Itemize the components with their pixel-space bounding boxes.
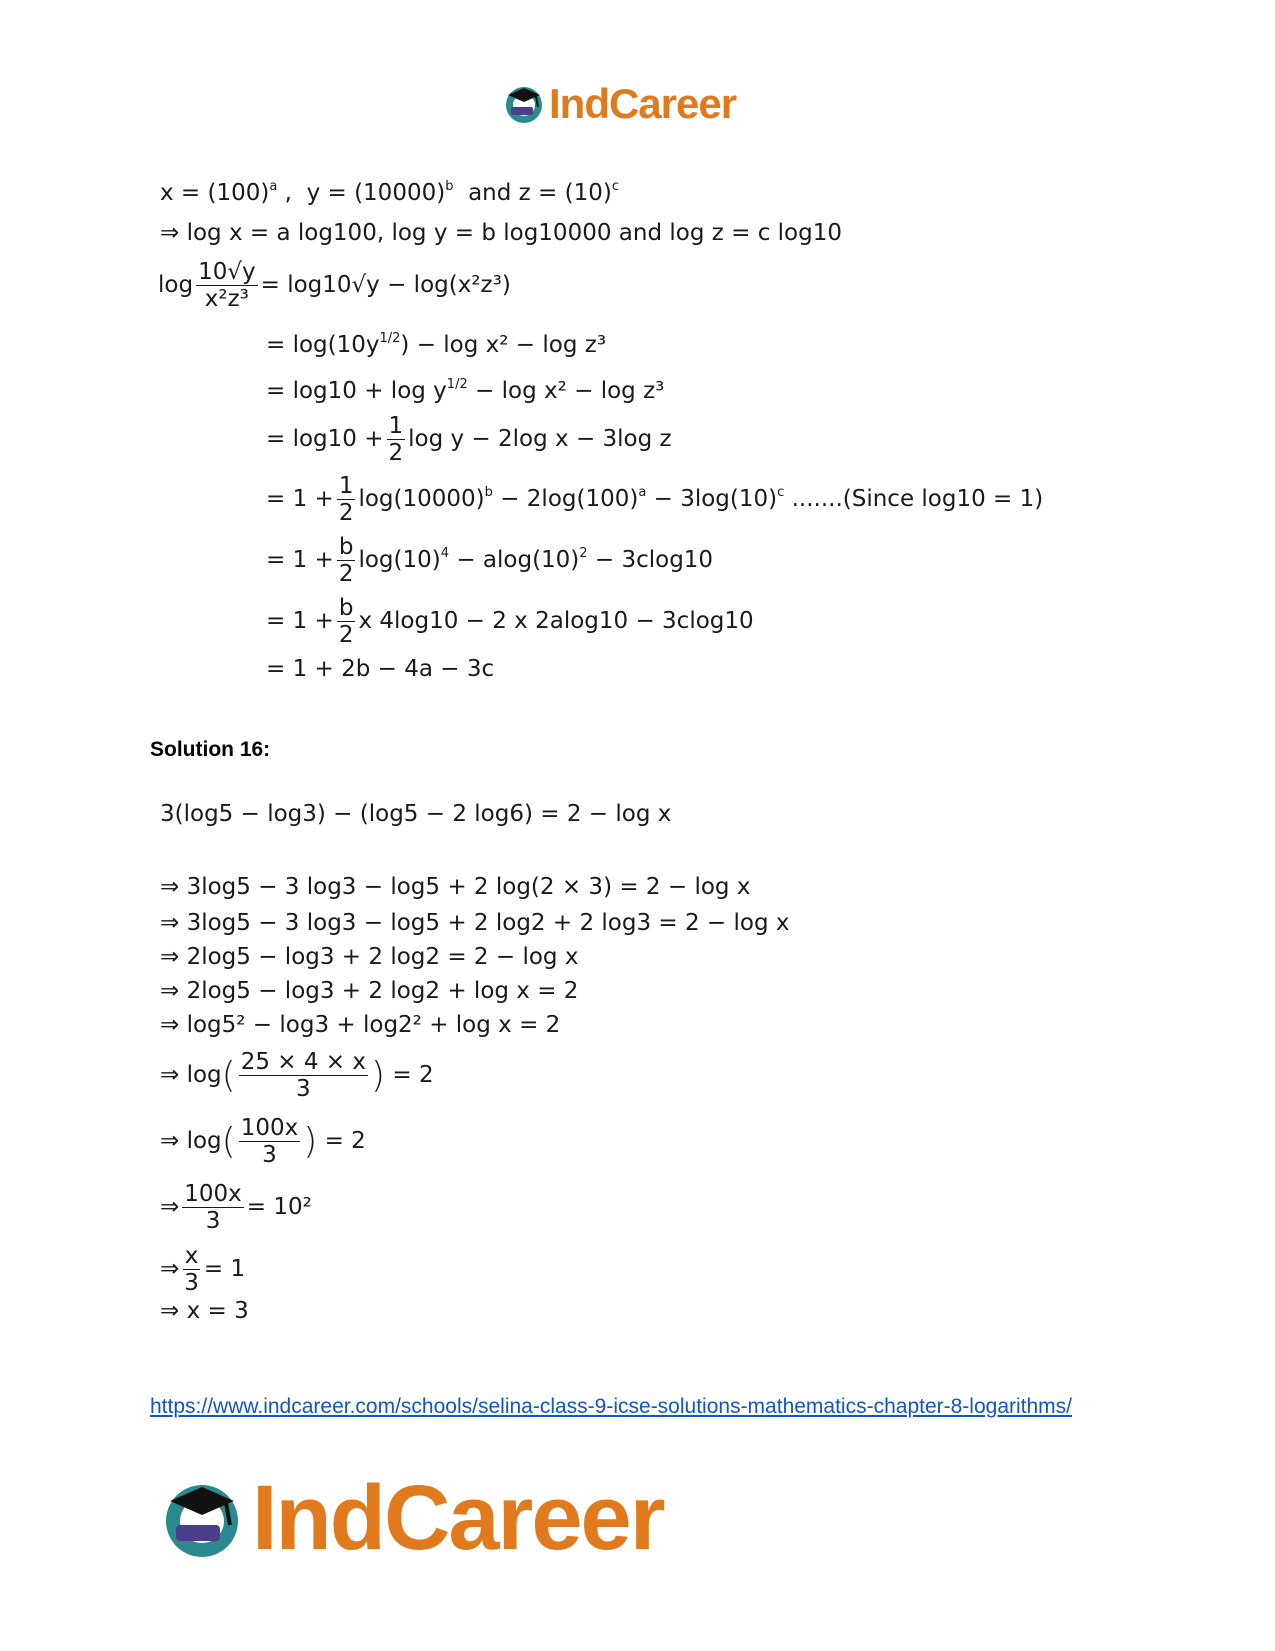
step-7: = 1 + $\frac{b}{2}$ x 4log10 − 2 x 2alog10 − 3clog10 [266, 595, 754, 649]
solution-line-10: ⇒ x = 3 [160, 1298, 249, 1324]
brand-logo-bottom [160, 1466, 664, 1571]
solution-line-3: ⇒ 2log5 − log3 + 2 log2 = 2 − log x [160, 944, 579, 970]
step-4: = log10 + $\frac{1}{2}$ log y − 2log x − 3log z [266, 413, 672, 467]
implies-line: ⇒ log x = a log100, log y = b log10000 and log z = c log10 [160, 220, 842, 246]
step-6: = 1 + $\frac{b}{2}$ $\log(10)^4 - alog(10)^2 - 3clog10$ [266, 534, 714, 588]
solution-line-5: ⇒ log5² − log3 + log2² + log x = 2 [160, 1012, 561, 1038]
graduation-cap-logo-icon [503, 83, 545, 125]
brand-name: IndCareer [549, 80, 737, 127]
step-5: = 1 + $\frac{1}{2}$ $\log(10000)^b - 2\log(100)^a - 3\log(10)^c$ .......(Since log10 = 1) [266, 473, 1044, 527]
brand-logo-top [503, 80, 736, 128]
step-8: = 1 + 2b − 4a − 3c [266, 656, 495, 682]
solution-line-4: ⇒ 2log5 − log3 + 2 log2 + log x = 2 [160, 978, 579, 1004]
solution-line-2: ⇒ 3log5 − 3 log3 − log5 + 2 log2 + 2 log3 = 2 − log x [160, 910, 790, 936]
solution-line-7: ⇒ log( $\frac{100x}{3}$ ) = 2 [160, 1115, 366, 1169]
solution-heading: Solution 16: [150, 738, 271, 761]
graduation-cap-logo-icon [160, 1477, 244, 1561]
source-link[interactable]: https://www.indcareer.com/schools/selina-class-9-icse-solutions-mathematics-chapter-8-logarithms/ [150, 1395, 1073, 1418]
given-line: $x = (100)^a$ , $y = (10000)^b$ and $z = (10)^c$ [160, 179, 620, 206]
lhs-expression: log $\frac{10√y}{\text{x²z³}}$ = log10√y − log(x²z³) [158, 259, 511, 313]
lhs-fraction: $\frac{10√y}{\text{x²z³}}$ [198, 259, 256, 313]
solution-line-8: ⇒ $\frac{100x}{3}$ = 10² [160, 1181, 312, 1235]
brand-name-large: IndCareer [252, 1467, 664, 1569]
solution-line-1: ⇒ 3log5 − 3 log3 − log5 + 2 log(2 × 3) = 2 − log x [160, 874, 751, 900]
step-3: = $\log 10 + \log y^{1/2} - \log x^2 - \log z^3$ [266, 377, 665, 404]
solution-line-9: ⇒ $\frac{x}{3}$ = 1 [160, 1243, 246, 1297]
solution-line-6: ⇒ log( $\frac{25 \times 4 \times x}{3}$ ) = 2 [160, 1049, 434, 1103]
solution-given: 3(log5 − log3) − (log5 − 2 log6) = 2 − log x [160, 801, 672, 827]
step-2: = $\log(10y^{1/2}) - \log x^2 - \log z^3$ [266, 331, 607, 358]
